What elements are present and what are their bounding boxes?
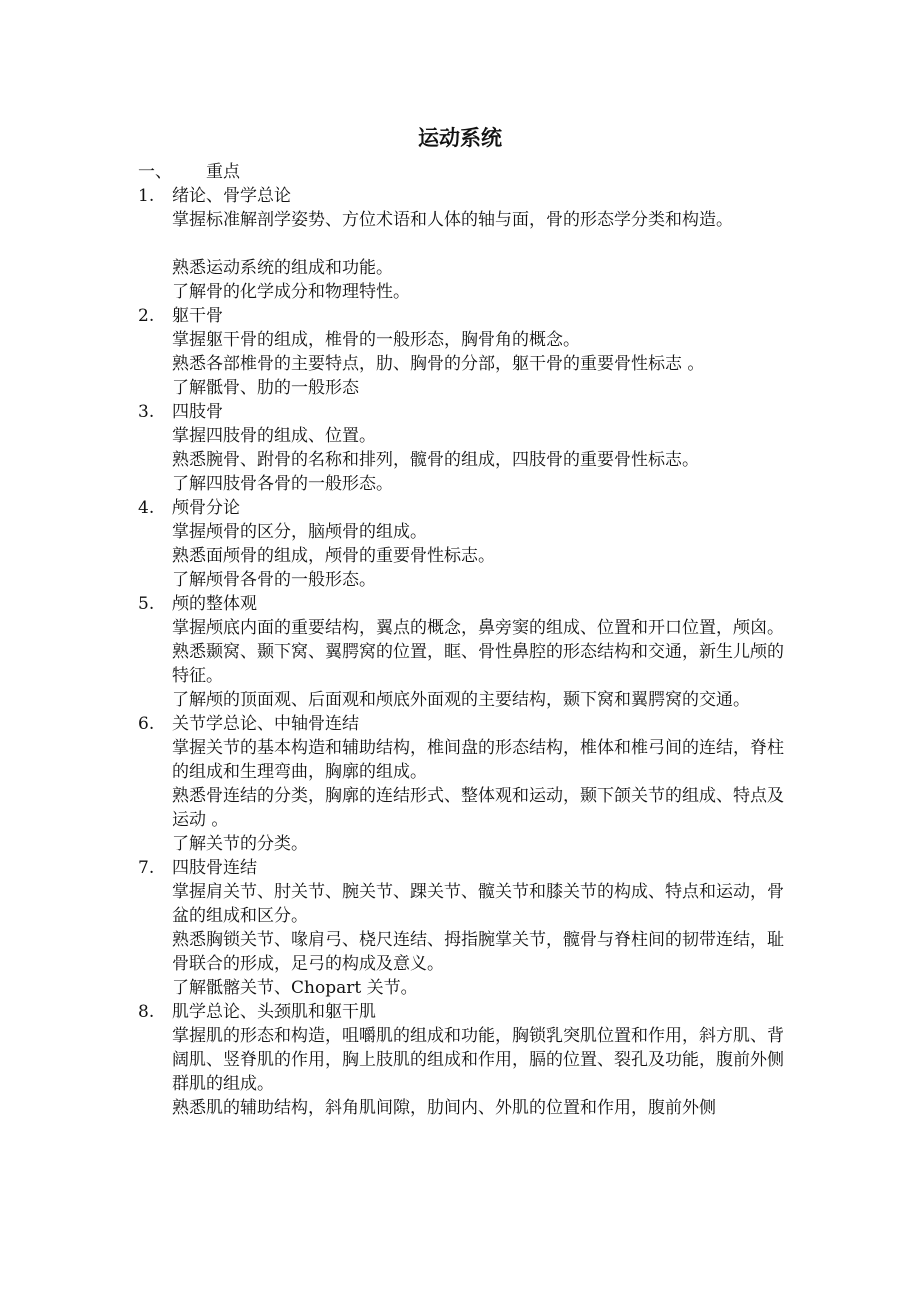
page-title: 运动系统 (418, 125, 502, 150)
section-5 (138, 592, 788, 712)
section-title (138, 304, 788, 328)
part-label: 重点 (206, 162, 240, 182)
section-paragraph: 熟悉各部椎骨的主要特点，肋、胸骨的分部，躯干骨的重要骨性标志 。 (172, 354, 705, 374)
section-number: 4. (138, 498, 155, 518)
section-title-text: 躯干骨 (172, 306, 223, 326)
section-paragraph: 掌握四肢骨的组成、位置。 (172, 426, 376, 446)
section-paragraph: 了解骶骨、肋的一般形态 (172, 378, 359, 398)
section-paragraph: 掌握颅骨的区分，脑颅骨的组成。 (172, 522, 427, 542)
section-paragraph: 掌握肩关节、肘关节、腕关节、踝关节、髋关节和膝关节的构成、特点和运动，骨盆的组成和区分。 (172, 882, 784, 926)
section-title-text: 四肢骨 (172, 402, 223, 422)
section-number: 6. (138, 714, 155, 734)
section-paragraph: 了解骨的化学成分和物理特性。 (172, 282, 410, 302)
section-title (138, 1000, 788, 1024)
section-number: 1. (138, 186, 155, 206)
section-4 (138, 496, 788, 592)
blank-line (138, 232, 788, 256)
section-title (138, 184, 788, 208)
section-number: 3. (138, 402, 155, 422)
section-title-text: 肌学总论、头颈肌和躯干肌 (172, 1002, 376, 1022)
section-title (138, 592, 788, 616)
section-paragraph: 熟悉面颅骨的组成，颅骨的重要骨性标志。 (172, 546, 495, 566)
section-number: 8. (138, 1002, 155, 1022)
section-paragraph: 掌握关节的基本构造和辅助结构，椎间盘的形态结构，椎体和椎弓间的连结，脊柱的组成和生理弯曲，胸廓的组成。 (172, 738, 784, 782)
section-paragraph: 了解关节的分类。 (172, 834, 308, 854)
section-2 (138, 304, 788, 400)
section-paragraph: 掌握躯干骨的组成，椎骨的一般形态，胸骨角的概念。 (172, 330, 580, 350)
section-number: 2. (138, 306, 155, 326)
section-number: 5. (138, 594, 155, 614)
section-list (138, 184, 788, 1120)
section-paragraph: 了解骶髂关节、Chopart 关节。 (172, 978, 418, 998)
section-3 (138, 400, 788, 496)
section-paragraph: 熟悉腕骨、跗骨的名称和排列，髋骨的组成，四肢骨的重要骨性标志。 (172, 450, 699, 470)
section-paragraph: 了解四肢骨各骨的一般形态。 (172, 474, 393, 494)
section-1 (138, 184, 788, 304)
section-paragraph: 熟悉肌的辅助结构，斜角肌间隙，肋间内、外肌的位置和作用，腹前外侧 (172, 1098, 716, 1118)
section-paragraph: 了解颅的顶面观、后面观和颅底外面观的主要结构，颞下窝和翼腭窝的交通。 (172, 690, 750, 710)
section-title-text: 颅的整体观 (172, 594, 257, 614)
section-paragraph: 了解颅骨各骨的一般形态。 (172, 570, 376, 590)
section-7 (138, 856, 788, 1000)
section-title (138, 496, 788, 520)
section-title (138, 400, 788, 424)
section-paragraph: 掌握颅底内面的重要结构，翼点的概念，鼻旁窦的组成、位置和开口位置，颅囟。 (172, 618, 784, 638)
section-title-text: 四肢骨连结 (172, 858, 257, 878)
section-paragraph: 熟悉运动系统的组成和功能。 (172, 258, 393, 278)
section-title-text: 颅骨分论 (172, 498, 240, 518)
section-title-text: 关节学总论、中轴骨连结 (172, 714, 359, 734)
part-heading (138, 160, 788, 184)
section-paragraph: 熟悉颞窝、颞下窝、翼腭窝的位置，眶、骨性鼻腔的形态结构和交通，新生儿颅的特征。 (172, 642, 784, 686)
section-title (138, 712, 788, 736)
section-number: 7. (138, 858, 155, 878)
section-paragraph: 熟悉胸锁关节、喙肩弓、桡尺连结、拇指腕掌关节，髋骨与脊柱间的韧带连结，耻骨联合的形成，足弓的构成及意义。 (172, 930, 784, 974)
section-6 (138, 712, 788, 856)
section-title (138, 856, 788, 880)
part-number: 一、 (138, 162, 172, 182)
section-paragraph: 熟悉骨连结的分类，胸廓的连结形式、整体观和运动，颞下颌关节的组成、特点及运动 。 (172, 786, 784, 830)
section-paragraph: 掌握肌的形态和构造，咀嚼肌的组成和功能，胸锁乳突肌位置和作用，斜方肌、背阔肌、竖脊肌的作用，胸上肢肌的组成和作用，膈的位置、裂孔及功能，腹前外侧群肌的组成。 (172, 1026, 784, 1094)
document-body (138, 160, 788, 1120)
section-8 (138, 1000, 788, 1120)
section-paragraph: 掌握标准解剖学姿势、方位术语和人体的轴与面，骨的形态学分类和构造。 (172, 210, 733, 230)
section-title-text: 绪论、骨学总论 (172, 186, 291, 206)
